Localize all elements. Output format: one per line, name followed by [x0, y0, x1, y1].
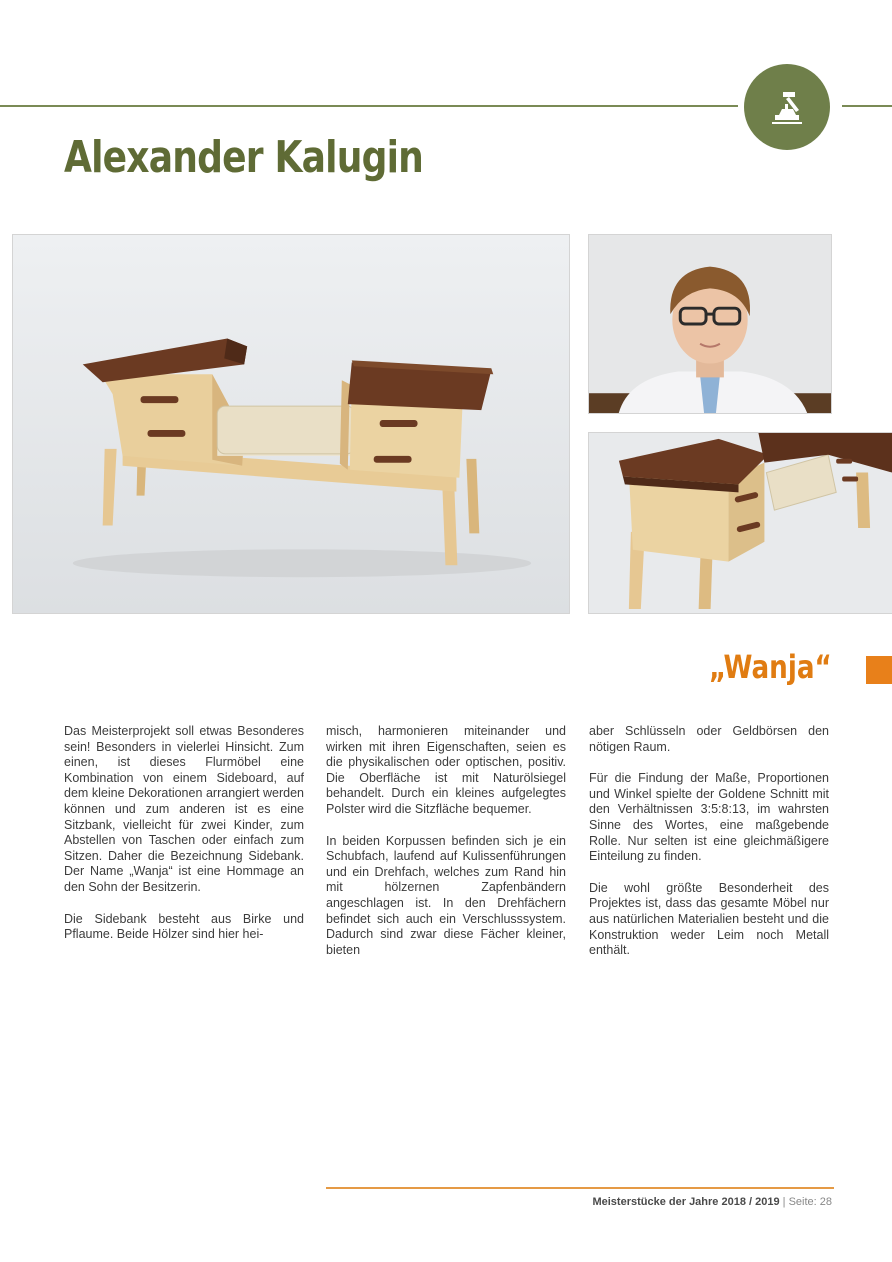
- trade-badge: [744, 64, 830, 150]
- paragraph: In beiden Korpussen befinden sich je ein Schubfach, laufend auf Kulissenführungen und ein Drehfach, welches zum Rand hin mit hölzernen Zapfenbändern angeschlagen ist. In den Drehfächern befindet sich auch ein Verschlusssystem. Dadurch sind zwar diese Fächer kleiner, bieten: [326, 833, 566, 957]
- page-number: Seite: 28: [788, 1196, 832, 1208]
- header-rule-left: [0, 105, 738, 107]
- portrait-photo: [588, 234, 832, 414]
- text-column-3: [589, 724, 829, 975]
- text-column-2: [326, 724, 566, 974]
- page-footer: [592, 1196, 832, 1208]
- paragraph: Die wohl größte Besonderheit des Projektes ist, dass das gesamte Möbel nur aus natürlichen Materialien besteht und die Konstruktion weder Leim noch Metall enthält.: [589, 880, 829, 958]
- publication-name: Meisterstücke der Jahre 2018 / 2019: [592, 1196, 780, 1208]
- paragraph: Für die Findung der Maße, Proportionen und Winkel spielte der Goldene Schnitt mit den Verhältnissen 3:5:8:13, im wahrsten Sinne des Wortes, eine maßgebende Rolle. Nur selten ist eine gleichmäßigere Einteilung zu finden.: [589, 771, 829, 864]
- sidebank-photo-main: [12, 234, 570, 614]
- paragraph: Die Sidebank besteht aus Birke und Pflaume. Beide Hölzer sind hier hei-: [64, 911, 304, 942]
- section-marker: [866, 656, 892, 684]
- footer-rule: [326, 1187, 834, 1189]
- paragraph: aber Schlüsseln oder Geldbörsen den nötigen Raum.: [589, 724, 829, 754]
- carpentry-plane-hammer-icon: [765, 85, 809, 129]
- sidebank-photo-detail: [588, 432, 892, 614]
- paragraph: Das Meisterprojekt soll etwas Besonderes sein! Besonders in vielerlei Hinsicht. Zum einen, ist dieses Flurmöbel eine Kombination von einem Sideboard, auf dem kleine Dekorationen arrangiert werden können und zum anderen ist es eine Sitzbank, vielleicht für zwei Kinder, zum Abstellen von Taschen oder einfach zum Sitzen. Daher die Bezeichnung Sidebank. Der Name „Wanja“ ist eine Hommage an den Sohn der Besitzerin.: [64, 724, 304, 894]
- paragraph: misch, harmonieren miteinander und wirken mit ihren Eigenschaften, seien es die physikalischen oder optischen, positiv. Die Oberfläche ist mit Naturölsiegel behandelt. Durch ein kleines aufgelegtes Polster wird die Sitzfläche bequemer.: [326, 724, 566, 816]
- header-rule-right: [842, 105, 892, 107]
- text-column-1: [64, 724, 304, 959]
- project-title: „Wanja“: [709, 648, 832, 686]
- page-title: Alexander Kalugin: [64, 132, 424, 183]
- footer-separator: |: [782, 1196, 786, 1208]
